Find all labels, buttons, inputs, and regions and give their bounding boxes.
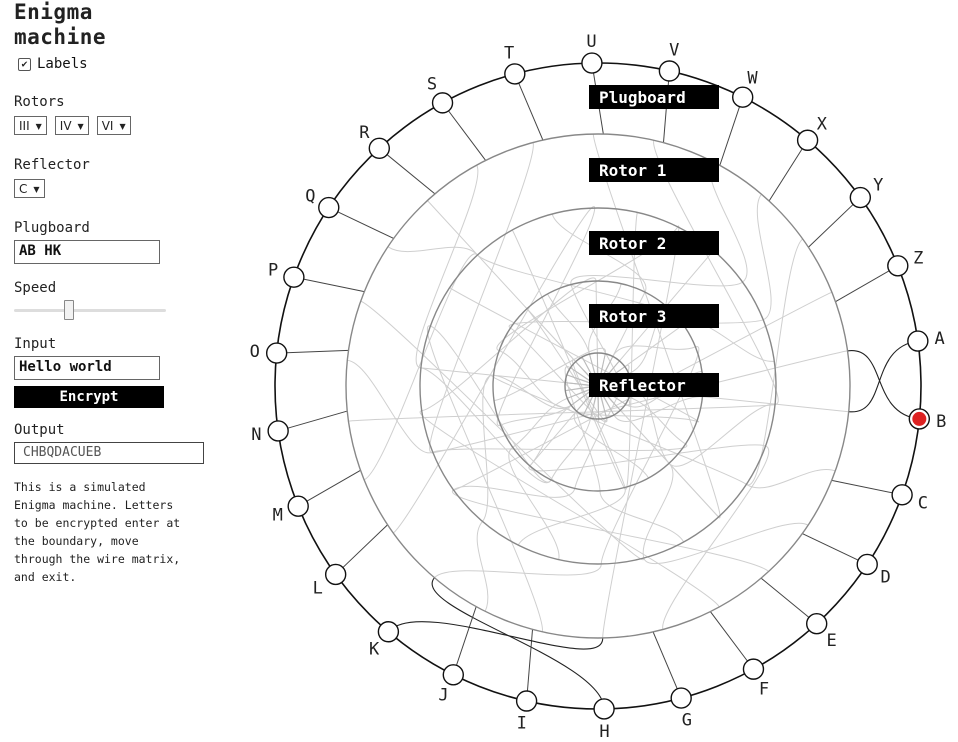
letter-node-circle[interactable]	[671, 688, 691, 708]
letter-label: V	[669, 40, 680, 61]
wire-path	[421, 368, 551, 483]
letter-node-circle[interactable]	[807, 614, 827, 634]
letter-label: O	[249, 341, 260, 362]
letter-label: H	[599, 721, 610, 742]
title-line-1: Enigma	[14, 0, 93, 24]
reflector-label: Reflector	[14, 157, 90, 173]
stage-label-rotor-2	[589, 231, 719, 255]
description-line: the boundary, move	[14, 534, 139, 548]
letter-node-circle[interactable]	[378, 622, 398, 642]
speed-label: Speed	[14, 280, 57, 296]
description-line: and exit.	[14, 570, 77, 584]
rotor-3-value: VI	[101, 119, 114, 133]
wire-path	[574, 411, 648, 478]
letter-node-g[interactable]	[671, 688, 692, 730]
letter-node-e[interactable]	[807, 614, 837, 651]
plugboard-wire	[720, 97, 743, 165]
letter-node-circle[interactable]	[433, 93, 453, 113]
wire-path	[420, 411, 719, 607]
letter-node-r[interactable]	[359, 123, 389, 158]
letter-node-circle[interactable]	[908, 331, 928, 351]
letter-node-a[interactable]	[908, 329, 945, 351]
plugboard-wire	[277, 350, 349, 353]
stage-label-plugboard	[589, 85, 719, 109]
active-signal-dot	[912, 412, 926, 426]
wire-path	[494, 375, 572, 408]
stage-label-text: Plugboard	[599, 88, 686, 107]
letter-node-circle[interactable]	[288, 496, 308, 516]
plugboard-wire	[808, 198, 860, 248]
letter-node-circle[interactable]	[743, 659, 763, 679]
plugboard-swap-wire	[388, 622, 602, 649]
letter-label: P	[268, 260, 279, 281]
letter-node-v[interactable]	[659, 41, 679, 81]
letter-node-j[interactable]	[438, 665, 463, 706]
letter-node-q[interactable]	[305, 186, 338, 217]
letter-node-u[interactable]	[582, 32, 602, 73]
letter-node-i[interactable]	[517, 691, 537, 733]
letter-node-circle[interactable]	[594, 699, 614, 719]
plugboard-wire	[336, 525, 388, 575]
wire-path	[757, 194, 771, 319]
chevron-down-icon: ▼	[35, 121, 42, 131]
letter-node-circle[interactable]	[319, 198, 339, 218]
input-label: Input	[14, 336, 57, 352]
wire-path	[416, 165, 478, 368]
stage-label-reflector	[589, 373, 719, 397]
letter-node-circle[interactable]	[284, 267, 304, 287]
letter-label: Q	[305, 186, 316, 207]
description-line: Enigma machine. Letters	[14, 498, 174, 512]
letter-node-y[interactable]	[850, 176, 883, 208]
letter-label: F	[758, 679, 770, 700]
letter-node-circle[interactable]	[505, 64, 525, 84]
rotor-1-value: III	[19, 119, 30, 133]
letter-label: U	[586, 32, 597, 53]
stage-label-text: Reflector	[599, 376, 686, 395]
output-field: CHBQDACUEB	[14, 442, 204, 464]
wire-path	[430, 143, 534, 453]
encrypt-button[interactable]: Encrypt	[14, 386, 164, 408]
letter-label: E	[826, 630, 837, 651]
plugboard-wire	[761, 578, 817, 624]
wire-path	[551, 418, 591, 480]
reflector-value: C	[19, 182, 28, 196]
letter-node-circle[interactable]	[857, 554, 877, 574]
description-line: through the wire matrix,	[14, 552, 181, 566]
plugboard-swap-wire	[432, 578, 604, 709]
wire-path	[529, 445, 766, 471]
title-line-2: machine	[14, 25, 107, 49]
plugboard-wire	[278, 411, 347, 431]
plugboard-wire	[832, 480, 902, 495]
description-line: to be encrypted enter at	[14, 516, 181, 530]
wire-path	[435, 564, 602, 578]
wire-path	[613, 346, 696, 357]
stage-label-text: Rotor 1	[599, 161, 667, 180]
letter-node-circle[interactable]	[268, 421, 288, 441]
letter-node-n[interactable]	[251, 421, 288, 445]
rotors-label: Rotors	[14, 94, 65, 110]
chevron-down-icon: ▼	[33, 184, 40, 194]
letter-label: G	[681, 710, 692, 731]
stage-label-rotor-1	[589, 158, 719, 182]
letter-node-circle[interactable]	[267, 343, 287, 363]
letter-label: T	[504, 43, 515, 64]
chevron-down-icon: ▼	[119, 121, 126, 131]
letter-label: D	[880, 567, 891, 588]
letter-node-h[interactable]	[594, 699, 614, 742]
plugboard-wire	[802, 534, 867, 565]
wire-path	[509, 447, 559, 559]
letter-node-k[interactable]	[369, 622, 398, 660]
letter-node-circle[interactable]	[517, 691, 537, 711]
letter-label: Y	[873, 175, 884, 196]
letter-node-circle[interactable]	[369, 138, 389, 158]
letter-node-circle[interactable]	[733, 87, 753, 107]
letter-label: S	[426, 74, 438, 95]
letter-label: R	[359, 123, 370, 144]
letter-label: I	[516, 713, 527, 734]
letter-node-circle[interactable]	[850, 188, 870, 208]
letter-label: X	[816, 114, 828, 135]
letter-node-circle[interactable]	[582, 53, 602, 73]
stage-label-rotor-3	[589, 304, 719, 328]
letter-node-circle[interactable]	[798, 130, 818, 150]
rotor-2-value: IV	[59, 119, 72, 133]
labels-checkbox-label: Labels	[37, 56, 88, 72]
plugboard-wire	[835, 266, 897, 302]
letter-label: M	[272, 505, 283, 526]
output-label: Output	[14, 422, 65, 438]
description-line: This is a simulated	[14, 480, 146, 494]
letter-label: W	[747, 68, 758, 89]
plugboard-label: Plugboard	[14, 220, 90, 236]
letter-label: L	[312, 578, 323, 599]
stage-labels	[589, 85, 719, 397]
plugboard-wire	[515, 74, 543, 140]
wire-path	[388, 247, 478, 255]
letter-label: B	[936, 412, 947, 433]
letter-node-circle[interactable]	[443, 665, 463, 685]
plugboard-wire	[653, 632, 681, 698]
plugboard-input[interactable]: AB HK	[14, 240, 160, 264]
letter-label: J	[438, 685, 449, 706]
letter-node-circle[interactable]	[888, 256, 908, 276]
letter-node-f[interactable]	[743, 659, 769, 699]
wire-path	[746, 469, 835, 487]
letter-label: Z	[913, 248, 924, 269]
letter-node-m[interactable]	[273, 496, 309, 525]
chevron-down-icon: ▼	[77, 121, 84, 131]
message-input[interactable]: Hello world	[14, 356, 160, 380]
letter-node-b[interactable]	[909, 409, 946, 432]
letter-node-s[interactable]	[427, 75, 453, 113]
plugboard-wire	[329, 208, 394, 239]
letter-node-circle[interactable]	[659, 61, 679, 81]
plugboard-wire	[769, 140, 808, 201]
wire-path	[453, 486, 574, 497]
letter-node-circle[interactable]	[326, 564, 346, 584]
plugboard-wire	[443, 103, 486, 161]
letter-node-d[interactable]	[857, 554, 890, 587]
letter-node-circle[interactable]	[892, 485, 912, 505]
plugboard-wire	[294, 277, 364, 292]
letter-label: A	[934, 328, 945, 349]
letter-node-l[interactable]	[313, 564, 346, 598]
plugboard-swap-wire	[848, 351, 920, 419]
letter-node-w[interactable]	[733, 69, 759, 108]
letter-node-x[interactable]	[798, 115, 828, 151]
plugboard-wire	[298, 470, 360, 506]
letter-node-t[interactable]	[504, 44, 525, 84]
stage-label-text: Rotor 2	[599, 234, 667, 253]
plugboard-wire	[453, 607, 476, 675]
letter-label: K	[368, 639, 380, 660]
letter-node-z[interactable]	[888, 249, 924, 276]
labels-checkbox[interactable]: ✔	[18, 58, 31, 71]
stage-label-text: Rotor 3	[599, 307, 667, 326]
letter-node-o[interactable]	[250, 342, 287, 363]
plugboard-wire	[379, 148, 435, 194]
letter-label: N	[251, 425, 262, 446]
letter-label: C	[917, 493, 928, 514]
wire-path	[600, 491, 684, 542]
plugboard-wire	[710, 612, 753, 670]
wire-path	[477, 521, 488, 611]
